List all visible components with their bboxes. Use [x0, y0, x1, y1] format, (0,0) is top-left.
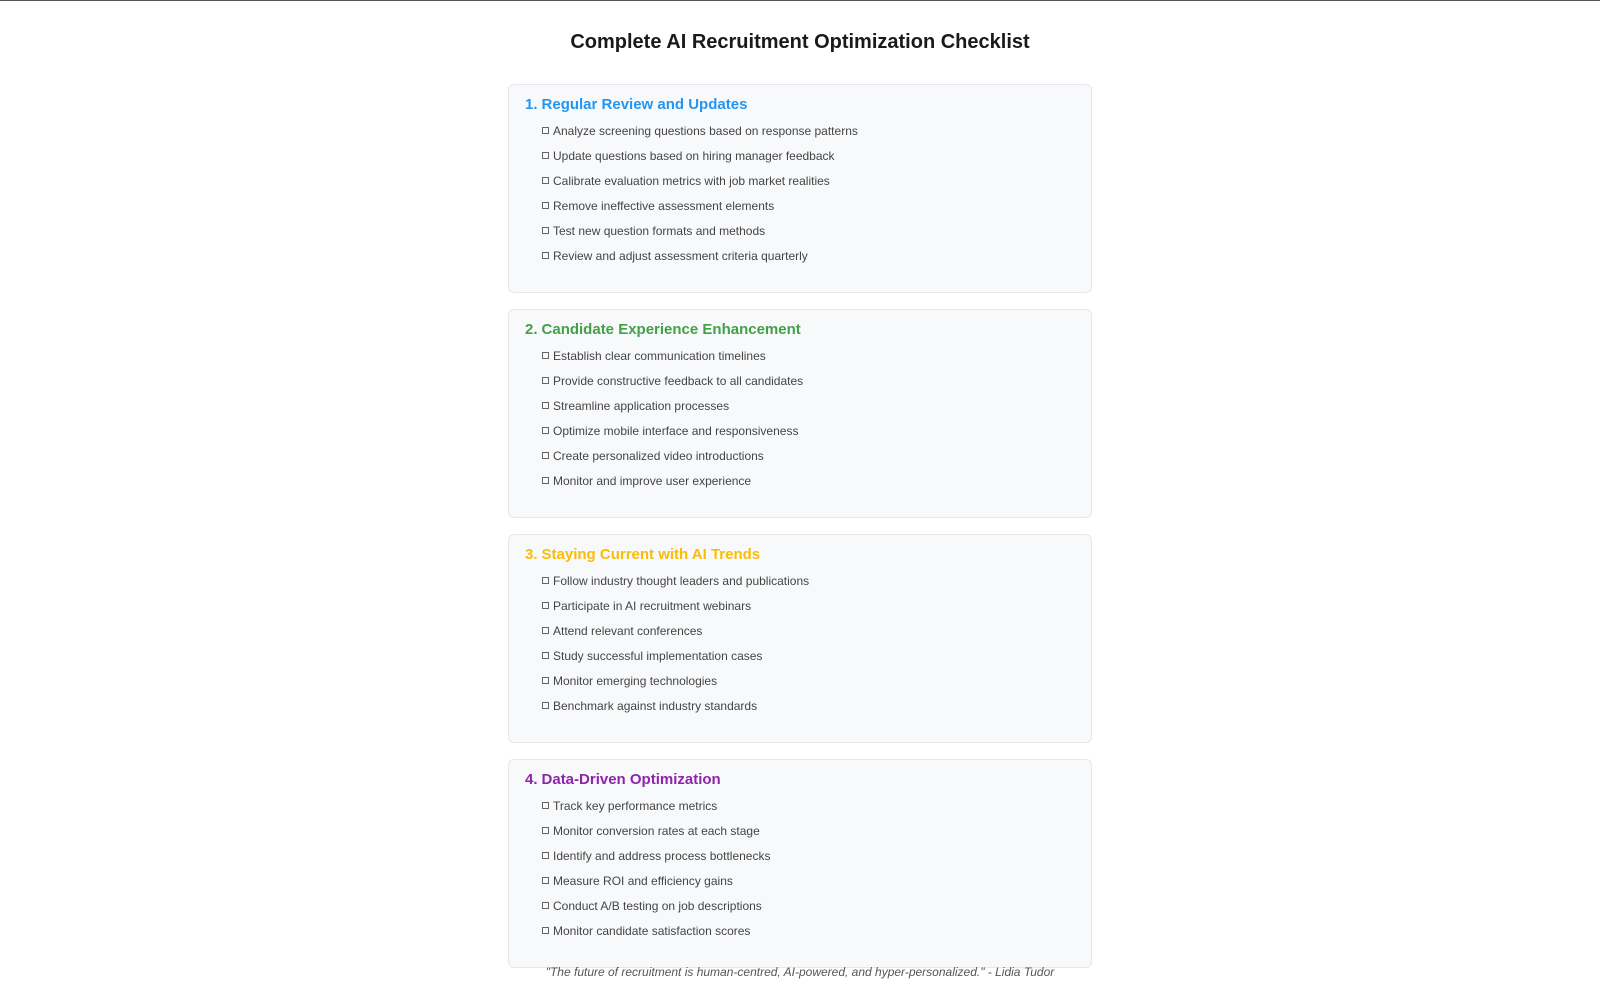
- checkbox-icon[interactable]: [542, 127, 549, 134]
- checklist-item[interactable]: [542, 799, 770, 824]
- checkbox-icon[interactable]: [542, 252, 549, 259]
- checklist-item-label: Track key performance metrics: [553, 799, 718, 813]
- section-title: Data-Driven Optimization: [541, 771, 721, 788]
- checklist-item[interactable]: [542, 224, 858, 249]
- checklist: [542, 799, 770, 949]
- section-heading: [525, 96, 747, 113]
- section-heading: [525, 771, 721, 788]
- checkbox-icon[interactable]: [542, 827, 549, 834]
- checklist-item-label: Review and adjust assessment criteria quarterly: [553, 249, 808, 263]
- checklist-item-label: Monitor and improve user experience: [553, 474, 752, 488]
- checkbox-icon[interactable]: [542, 227, 549, 234]
- section-heading: [525, 321, 801, 338]
- checklist-item-label: Test new question formats and methods: [553, 224, 766, 238]
- checkbox-icon[interactable]: [542, 652, 549, 659]
- checklist-item-label: Conduct A/B testing on job descriptions: [553, 899, 762, 913]
- checklist-item[interactable]: [542, 199, 858, 224]
- checklist-item[interactable]: [542, 474, 803, 499]
- section-number: 4.: [525, 771, 538, 788]
- checklist-item-label: Study successful implementation cases: [553, 649, 763, 663]
- checklist-item[interactable]: [542, 624, 809, 649]
- checkbox-icon[interactable]: [542, 452, 549, 459]
- checklist: [542, 124, 858, 274]
- checklist-item[interactable]: [542, 374, 803, 399]
- checkbox-icon[interactable]: [542, 477, 549, 484]
- checkbox-icon[interactable]: [542, 677, 549, 684]
- section-regular-review: [508, 84, 1092, 293]
- section-title: Candidate Experience Enhancement: [541, 321, 801, 338]
- section-number: 3.: [525, 546, 538, 563]
- checklist-item[interactable]: [542, 574, 809, 599]
- footer-quote: "The future of recruitment is human-centred, AI-powered, and hyper-personalized." - Lidia Tudor: [545, 965, 1055, 979]
- checklist-item[interactable]: [542, 249, 858, 274]
- checklist-item-label: Follow industry thought leaders and publications: [553, 574, 810, 588]
- checkbox-icon[interactable]: [542, 927, 549, 934]
- checkbox-icon[interactable]: [542, 177, 549, 184]
- checklist-item[interactable]: [542, 449, 803, 474]
- page-title: Complete AI Recruitment Optimization Checklist: [570, 31, 1030, 53]
- checklist-item[interactable]: [542, 699, 809, 724]
- checklist-item[interactable]: [542, 874, 770, 899]
- checklist-item-label: Attend relevant conferences: [553, 624, 703, 638]
- checklist-item-label: Remove ineffective assessment elements: [553, 199, 775, 213]
- checklist-item[interactable]: [542, 649, 809, 674]
- checkbox-icon[interactable]: [542, 702, 549, 709]
- section-data-driven: [508, 759, 1092, 968]
- checkbox-icon[interactable]: [542, 852, 549, 859]
- checklist-item[interactable]: [542, 399, 803, 424]
- checklist-item[interactable]: [542, 899, 770, 924]
- checklist-item-label: Provide constructive feedback to all candidates: [553, 374, 804, 388]
- checklist: [542, 574, 809, 724]
- checklist-item-label: Create personalized video introductions: [553, 449, 764, 463]
- checkbox-icon[interactable]: [542, 152, 549, 159]
- checklist: [542, 349, 803, 499]
- checkbox-icon[interactable]: [542, 352, 549, 359]
- checklist-item-label: Participate in AI recruitment webinars: [553, 599, 752, 613]
- checklist-item[interactable]: [542, 349, 803, 374]
- checkbox-icon[interactable]: [542, 902, 549, 909]
- section-ai-trends: [508, 534, 1092, 743]
- checklist-item[interactable]: [542, 149, 858, 174]
- checklist-item-label: Calibrate evaluation metrics with job market realities: [553, 174, 830, 188]
- checkbox-icon[interactable]: [542, 202, 549, 209]
- checklist-item-label: Monitor conversion rates at each stage: [553, 824, 760, 838]
- checklist-item[interactable]: [542, 924, 770, 949]
- checklist-item-label: Establish clear communication timelines: [553, 349, 766, 363]
- checklist-item-label: Update questions based on hiring manager feedback: [553, 149, 835, 163]
- section-candidate-experience: [508, 309, 1092, 518]
- section-heading: [525, 546, 760, 563]
- checkbox-icon[interactable]: [542, 402, 549, 409]
- checklist-item[interactable]: [542, 124, 858, 149]
- checkbox-icon[interactable]: [542, 577, 549, 584]
- checklist-item-label: Monitor emerging technologies: [553, 674, 718, 688]
- checklist-item-label: Streamline application processes: [553, 399, 730, 413]
- checkbox-icon[interactable]: [542, 627, 549, 634]
- checkbox-icon[interactable]: [542, 427, 549, 434]
- checklist-item-label: Monitor candidate satisfaction scores: [553, 924, 751, 938]
- checkbox-icon[interactable]: [542, 877, 549, 884]
- section-number: 1.: [525, 96, 538, 113]
- section-title: Regular Review and Updates: [541, 96, 748, 113]
- checkbox-icon[interactable]: [542, 802, 549, 809]
- checklist-item-label: Benchmark against industry standards: [553, 699, 758, 713]
- checklist-item-label: Analyze screening questions based on response patterns: [553, 124, 858, 138]
- checklist-item[interactable]: [542, 174, 858, 199]
- checklist-item-label: Optimize mobile interface and responsiveness: [553, 424, 799, 438]
- checkbox-icon[interactable]: [542, 377, 549, 384]
- section-title: Staying Current with AI Trends: [541, 546, 761, 563]
- checklist-item[interactable]: [542, 424, 803, 449]
- checklist-item[interactable]: [542, 824, 770, 849]
- checklist-item[interactable]: [542, 599, 809, 624]
- checklist-item-label: Identify and address process bottlenecks: [553, 849, 771, 863]
- section-number: 2.: [525, 321, 538, 338]
- checklist-item[interactable]: [542, 849, 770, 874]
- checkbox-icon[interactable]: [542, 602, 549, 609]
- checklist-item-label: Measure ROI and efficiency gains: [553, 874, 733, 888]
- checklist-item[interactable]: [542, 674, 809, 699]
